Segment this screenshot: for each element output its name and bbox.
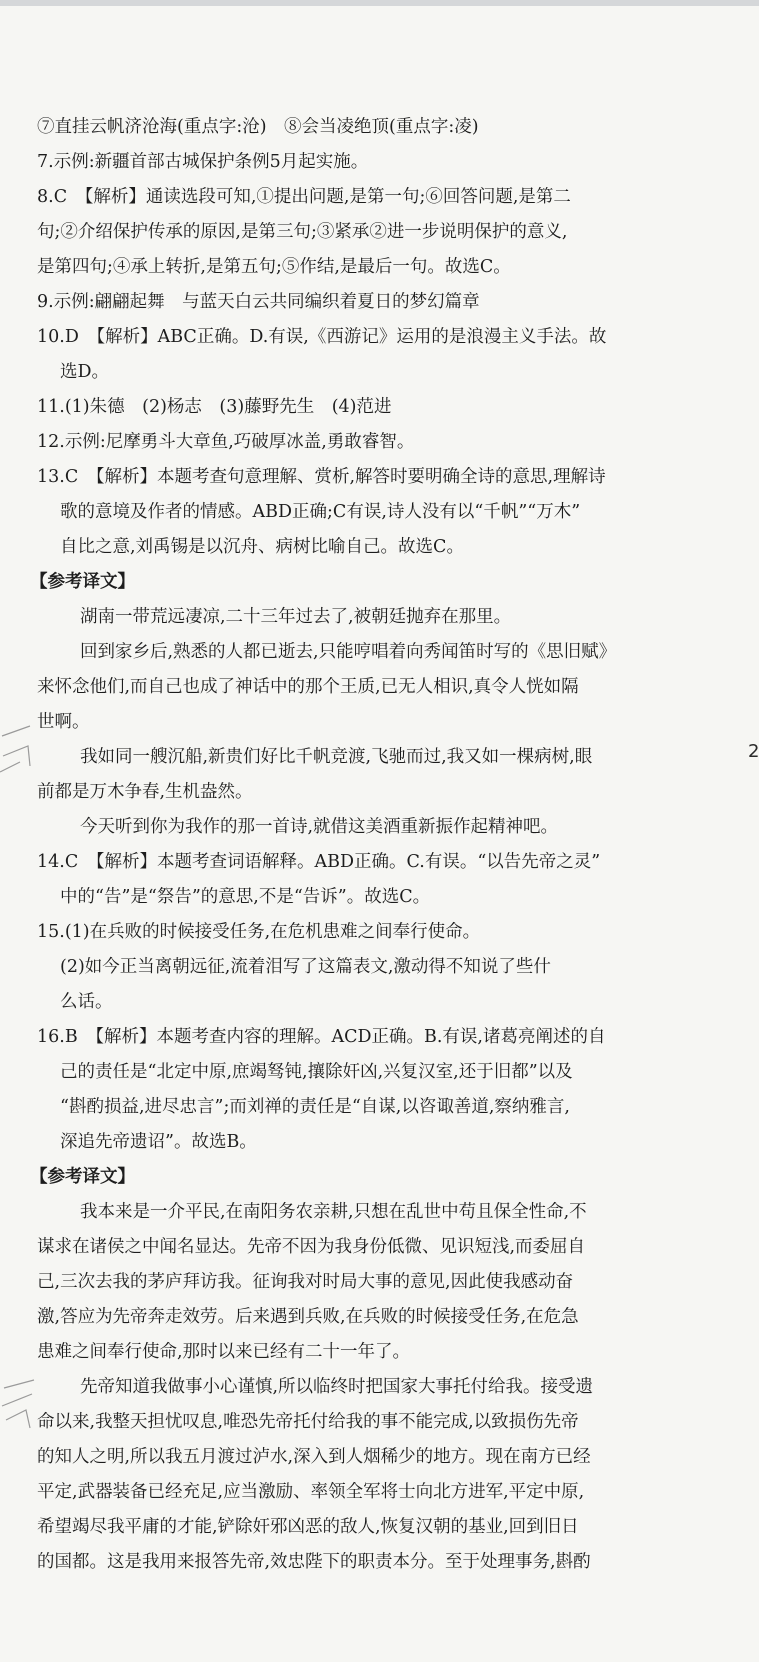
text-line: 湖南一带荒远凄凉,二十三年过去了,被朝廷抛弃在那里。 xyxy=(80,607,512,627)
text-line: 先帝知道我做事小心谨慎,所以临终时把国家大事托付给我。接受遗 xyxy=(80,1377,594,1397)
text-line: 15.(1)在兵败的时候接受任务,在危机患难之间奉行使命。 xyxy=(37,922,481,942)
text-line: 自比之意,刘禹锡是以沉舟、病树比喻自己。故选C。 xyxy=(60,537,464,557)
text-line: 己,三次去我的茅庐拜访我。征询我对时局大事的意见,因此使我感动奋 xyxy=(37,1272,574,1292)
text-line: ⑦直挂云帆济沧海(重点字:沧) ⑧会当凌绝顶(重点字:凌) xyxy=(37,117,479,137)
text-line: 是第四句;④承上转折,是第五句;⑤作结,是最后一句。故选C。 xyxy=(37,257,511,277)
text-line: 前都是万木争春,生机盎然。 xyxy=(37,782,253,802)
text-line: 的国都。这是我用来报答先帝,效忠陛下的职责本分。至于处理事务,斟酌 xyxy=(37,1552,591,1572)
text-line: 12.示例:尼摩勇斗大章鱼,巧破厚冰盖,勇敢睿智。 xyxy=(37,432,415,452)
text-line: 么话。 xyxy=(60,992,113,1012)
section-heading: 【参考译文】 xyxy=(30,1167,135,1187)
text-line: 来怀念他们,而自己也成了神话中的那个王质,已无人相识,真令人恍如隔 xyxy=(37,677,579,697)
text-line: 16.B 【解析】本题考查内容的理解。ACD正确。B.有误,诸葛亮阐述的自 xyxy=(37,1027,606,1047)
text-line: 平定,武器装备已经充足,应当激励、率领全军将士向北方进军,平定中原, xyxy=(37,1482,585,1502)
text-line: 回到家乡后,熟悉的人都已逝去,只能哼唱着向秀闻笛时写的《思旧赋》 xyxy=(80,642,617,662)
text-line: 深追先帝遗诏”。故选B。 xyxy=(60,1132,257,1152)
text-line: 10.D 【解析】ABC正确。D.有误,《西游记》运用的是浪漫主义手法。故 xyxy=(37,327,607,347)
page-number-fragment: 2 xyxy=(748,741,759,762)
text-line: 今天听到你为我作的那一首诗,就借这美酒重新振作起精神吧。 xyxy=(80,817,559,837)
text-line: 激,答应为先帝奔走效劳。后来遇到兵败,在兵败的时候接受任务,在危急 xyxy=(37,1307,579,1327)
text-line: 11.(1)朱德 (2)杨志 (3)藤野先生 (4)范进 xyxy=(37,397,392,417)
text-line: 歌的意境及作者的情感。ABD正确;C有误,诗人没有以“千帆”“万木” xyxy=(60,502,581,522)
text-line: “斟酌损益,进尽忠言”;而刘禅的责任是“自谋,以咨诹善道,察纳雅言, xyxy=(60,1097,570,1117)
text-line: 己的责任是“北定中原,庶竭驽钝,攘除奸凶,兴复汉室,还于旧都”以及 xyxy=(60,1062,573,1082)
text-line: 的知人之明,所以我五月渡过泸水,深入到人烟稀少的地方。现在南方已经 xyxy=(37,1447,591,1467)
text-line: 7.示例:新疆首部古城保护条例5月起实施。 xyxy=(37,152,369,172)
text-line: 8.C 【解析】通读选段可知,①提出问题,是第一句;⑥回答问题,是第二 xyxy=(37,187,571,207)
text-line: 世啊。 xyxy=(37,712,90,732)
text-line: 句;②介绍保护传承的原因,是第三句;③紧承②进一步说明保护的意义, xyxy=(37,222,568,242)
text-line: 中的“告”是“祭告”的意思,不是“告诉”。故选C。 xyxy=(60,887,431,907)
text-line: 命以来,我整天担忧叹息,唯恐先帝托付给我的事不能完成,以致损伤先帝 xyxy=(37,1412,579,1432)
text-line: 选D。 xyxy=(60,362,110,382)
text-line: 希望竭尽我平庸的才能,铲除奸邪凶恶的敌人,恢复汉朝的基业,回到旧日 xyxy=(37,1517,579,1537)
text-line: 患难之间奉行使命,那时以来已经有二十一年了。 xyxy=(37,1342,411,1362)
text-line: 9.示例:翩翩起舞 与蓝天白云共同编织着夏日的梦幻篇章 xyxy=(37,292,480,312)
text-line: 谋求在诸侯之中闻名显达。先帝不因为我身份低微、见识短浅,而委屈自 xyxy=(37,1237,586,1257)
text-line: 14.C 【解析】本题考查词语解释。ABD正确。C.有误。“以告先帝之灵” xyxy=(37,852,601,872)
text-line: (2)如今正当离朝远征,流着泪写了这篇表文,激动得不知说了些什 xyxy=(60,957,551,977)
section-heading: 【参考译文】 xyxy=(30,572,135,592)
text-line: 13.C 【解析】本题考查句意理解、赏析,解答时要明确全诗的意思,理解诗 xyxy=(37,467,606,487)
text-line: 我本来是一介平民,在南阳务农亲耕,只想在乱世中苟且保全性命,不 xyxy=(80,1202,587,1222)
text-line: 我如同一艘沉船,新贵们好比千帆竞渡,飞驰而过,我又如一棵病树,眼 xyxy=(80,747,593,767)
